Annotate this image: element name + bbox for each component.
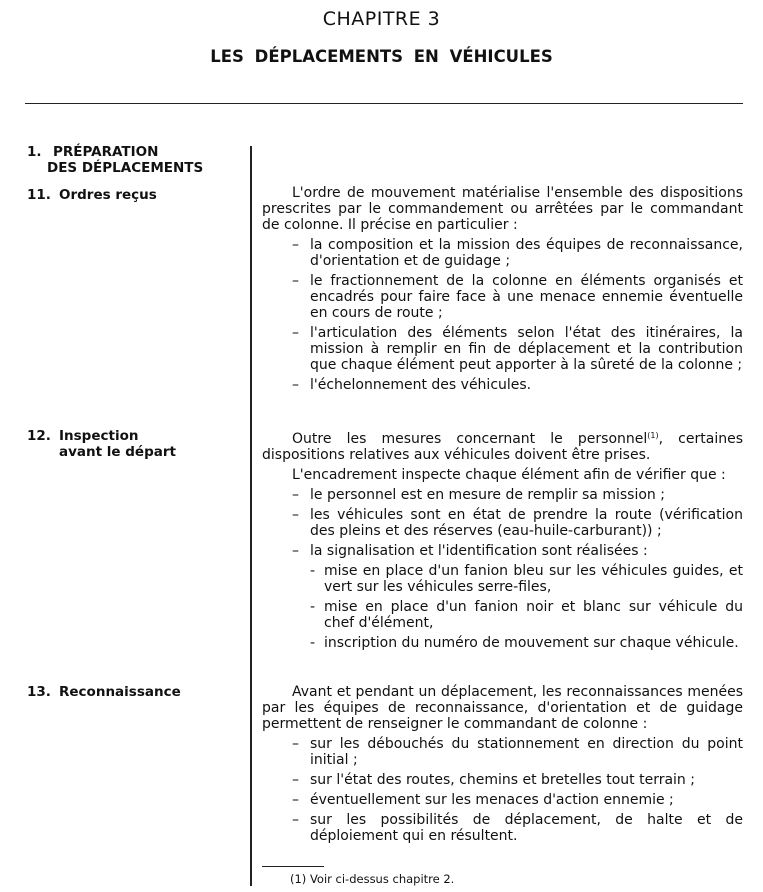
list-item: – éventuellement sur les menaces d'action ennemie ; [292, 792, 674, 808]
sub-list-item: - inscription du numéro de mouvement sur chaque véhicule. [310, 635, 739, 651]
heading-section-13: 13. Reconnaissance [27, 684, 181, 700]
section-13-body [262, 684, 743, 848]
heading-section-11: 11. Ordres reçus [27, 187, 157, 203]
footnote-divider [262, 866, 324, 867]
page-title: LES DÉPLACEMENTS EN VÉHICULES [210, 47, 553, 66]
sub-list-item: - mise en place d'un fanion bleu sur les véhicules guides, et vert sur les véhicules serre-files, [310, 563, 743, 595]
list-item: – la composition et la mission des équipes de reconnaissance, d'orientation et de guidage ; [292, 237, 743, 269]
list-item: – le fractionnement de la colonne en éléments organisés et encadrés pour faire face à une menace ennemie éventuelle en cours de route ; [292, 273, 743, 321]
list-item: – l'échelonnement des véhicules. [292, 377, 532, 393]
paragraph: L'encadrement inspecte chaque élément afin de vérifier que : [292, 467, 726, 483]
list-item: – l'articulation des éléments selon l'état des itinéraires, la mission à remplir en fin de déplacement et la contribution que chaque élément peut apporter à la sûreté de la colonne ; [292, 325, 743, 373]
footnote: (1) Voir ci-dessus chapitre 2. [290, 872, 455, 886]
paragraph: L'ordre de mouvement matérialise l'ensemble des dispositions prescrites par le commandement ou arrêtées par le commandant de colonne. Il précise en particulier : [262, 185, 743, 233]
sub-list-item: - mise en place d'un fanion noir et blanc sur véhicule du chef d'élément, [310, 599, 743, 631]
list-item: – le personnel est en mesure de remplir sa mission ; [292, 487, 665, 503]
title-divider [25, 103, 743, 104]
section-12-body [262, 428, 743, 655]
paragraph: Outre les mesures concernant le personnel$^{(1)}$, certaines dispositions relatives aux véhicules doivent être prises. [262, 431, 743, 463]
list-item: – sur les possibilités de déplacement, de halte et de déploiement qui en résultent. [292, 812, 743, 844]
chapter-label: CHAPITRE 3 [322, 8, 441, 30]
list-item: – sur l'état des routes, chemins et bretelles tout terrain ; [292, 772, 695, 788]
heading-section-12: 12. Inspection avant le départ [27, 428, 176, 460]
list-item: – les véhicules sont en état de prendre la route (vérification des pleins et des réserves (eau-huile-carburant)) ; [292, 507, 743, 539]
heading-section-1: 1. PRÉPARATION DES DÉPLACEMENTS [27, 144, 204, 176]
section-11-body [262, 185, 743, 397]
paragraph: Avant et pendant un déplacement, les reconnaissances menées par les équipes de reconnaissance, d'orientation et de guidage permettent de renseigner le commandant de colonne : [262, 684, 743, 732]
list-item: – la signalisation et l'identification sont réalisées : [292, 543, 648, 559]
footnote-ref[interactable]: (1) [647, 431, 659, 440]
list-item: – sur les débouchés du stationnement en direction du point initial ; [292, 736, 743, 768]
column-divider [250, 146, 252, 886]
